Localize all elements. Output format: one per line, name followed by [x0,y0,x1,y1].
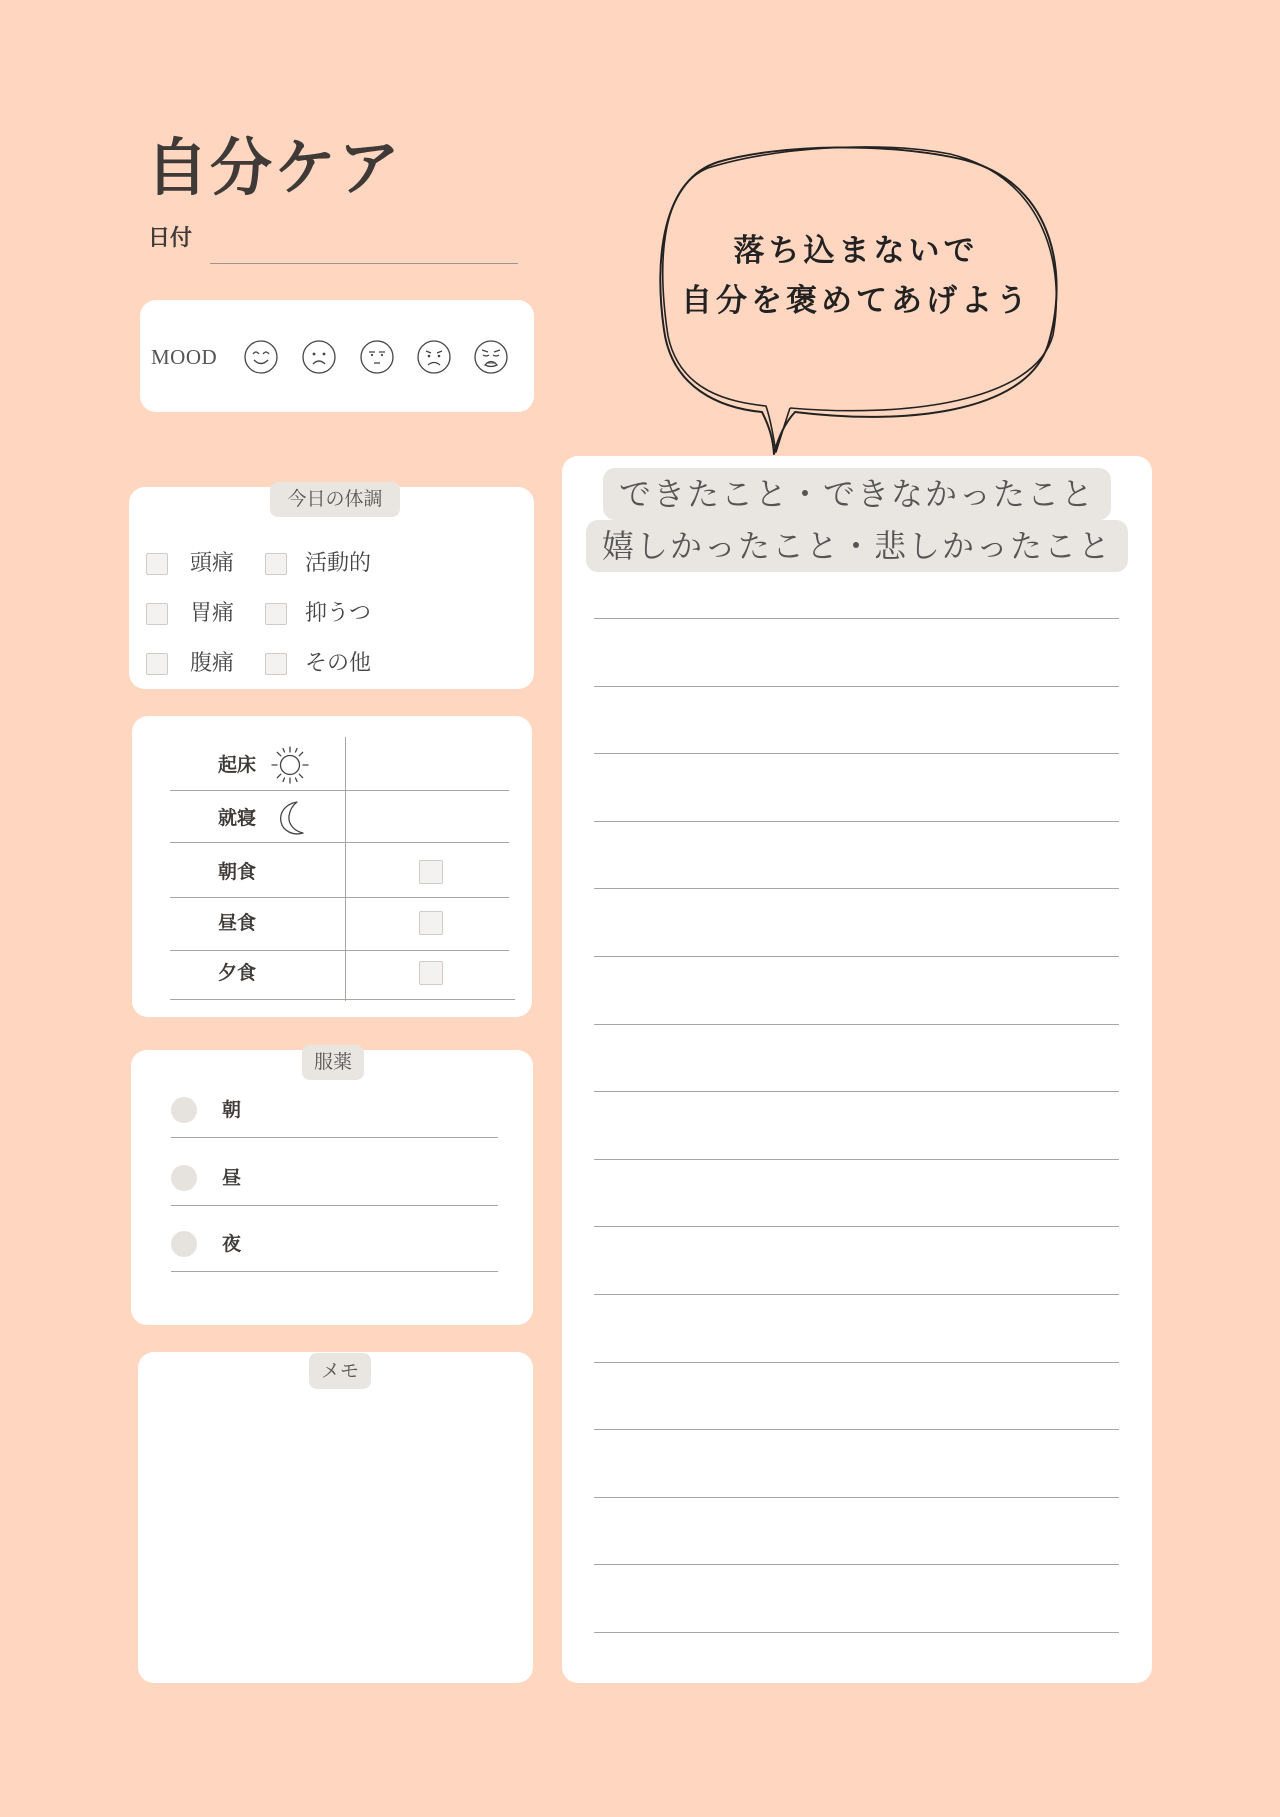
routine-card [132,716,532,1017]
wake-up-label: 起床 [218,754,257,776]
condition-label-other: その他 [305,651,372,676]
page-title: 自分ケア [146,131,403,204]
routine-row-line [170,897,509,898]
encouragement-line-2: 自分を褒めてあげよう [681,283,1031,319]
journal-writing-line[interactable] [594,686,1119,687]
journal-writing-line[interactable] [594,1497,1119,1498]
date-label: 日付 [148,226,193,251]
neutral-face-icon[interactable] [359,339,395,375]
lunch-label: 昼食 [218,912,257,934]
memo-card[interactable] [138,1352,533,1683]
journal-writing-line[interactable] [594,1226,1119,1227]
journal-writing-line[interactable] [594,956,1119,957]
medication-night-marker[interactable] [171,1231,197,1257]
moon-icon [273,798,313,838]
medication-noon-marker[interactable] [171,1165,197,1191]
medication-night-label: 夜 [222,1233,242,1255]
journal-writing-line[interactable] [594,1429,1119,1430]
bedtime-label: 就寝 [218,807,257,829]
condition-label-active: 活動的 [305,551,372,576]
condition-label-depressed: 抑うつ [305,601,372,626]
journal-heading-line-1: できたこと・できなかったこと [603,468,1111,520]
journal-writing-line[interactable] [594,888,1119,889]
routine-divider [345,737,346,1001]
journal-writing-line[interactable] [594,1294,1119,1295]
medication-noon-label: 昼 [222,1167,242,1189]
journal-writing-line[interactable] [594,1024,1119,1025]
worried-face-icon[interactable] [416,339,452,375]
condition-label-headache: 頭痛 [190,551,235,576]
breakfast-label: 朝食 [218,861,257,883]
journal-writing-line[interactable] [594,1159,1119,1160]
journal-writing-line[interactable] [594,1362,1119,1363]
routine-row-line [170,790,509,791]
medication-night-line[interactable] [171,1271,498,1272]
condition-title: 今日の体調 [270,482,400,517]
medication-morning-marker[interactable] [171,1097,197,1123]
journal-writing-line[interactable] [594,821,1119,822]
routine-row-line [170,950,509,951]
encouragement-line-1: 落ち込まないで [733,233,979,269]
journal-writing-line[interactable] [594,1091,1119,1092]
checkbox-headache[interactable] [146,553,168,575]
medication-morning-label: 朝 [222,1099,242,1121]
mood-label: MOOD [151,345,218,369]
checkbox-dinner[interactable] [419,961,443,985]
medication-title: 服薬 [302,1045,364,1080]
checkbox-abdominal-pain[interactable] [146,653,168,675]
medication-morning-line[interactable] [171,1137,498,1138]
sad-face-icon[interactable] [301,339,337,375]
condition-label-stomachache: 胃痛 [190,601,235,626]
journal-writing-line[interactable] [594,1632,1119,1633]
checkbox-stomachache[interactable] [146,603,168,625]
routine-row-line [170,999,515,1000]
checkbox-active[interactable] [265,553,287,575]
memo-title: メモ [309,1353,371,1389]
crying-face-icon[interactable] [473,339,509,375]
journal-writing-line[interactable] [594,618,1119,619]
checkbox-lunch[interactable] [419,911,443,935]
checkbox-depressed[interactable] [265,603,287,625]
journal-heading-line-2: 嬉しかったこと・悲しかったこと [586,520,1128,572]
routine-row-line [170,842,509,843]
checkbox-breakfast[interactable] [419,860,443,884]
medication-noon-line[interactable] [171,1205,498,1206]
journal-writing-line[interactable] [594,753,1119,754]
checkbox-other[interactable] [265,653,287,675]
journal-heading [562,468,1152,572]
journal-writing-line[interactable] [594,1564,1119,1565]
date-field[interactable] [210,234,518,264]
journal-card [562,456,1152,1683]
dinner-label: 夕食 [218,962,257,984]
condition-label-abdominal-pain: 腹痛 [190,651,235,676]
sun-icon [268,743,312,787]
happy-face-icon[interactable] [243,339,279,375]
